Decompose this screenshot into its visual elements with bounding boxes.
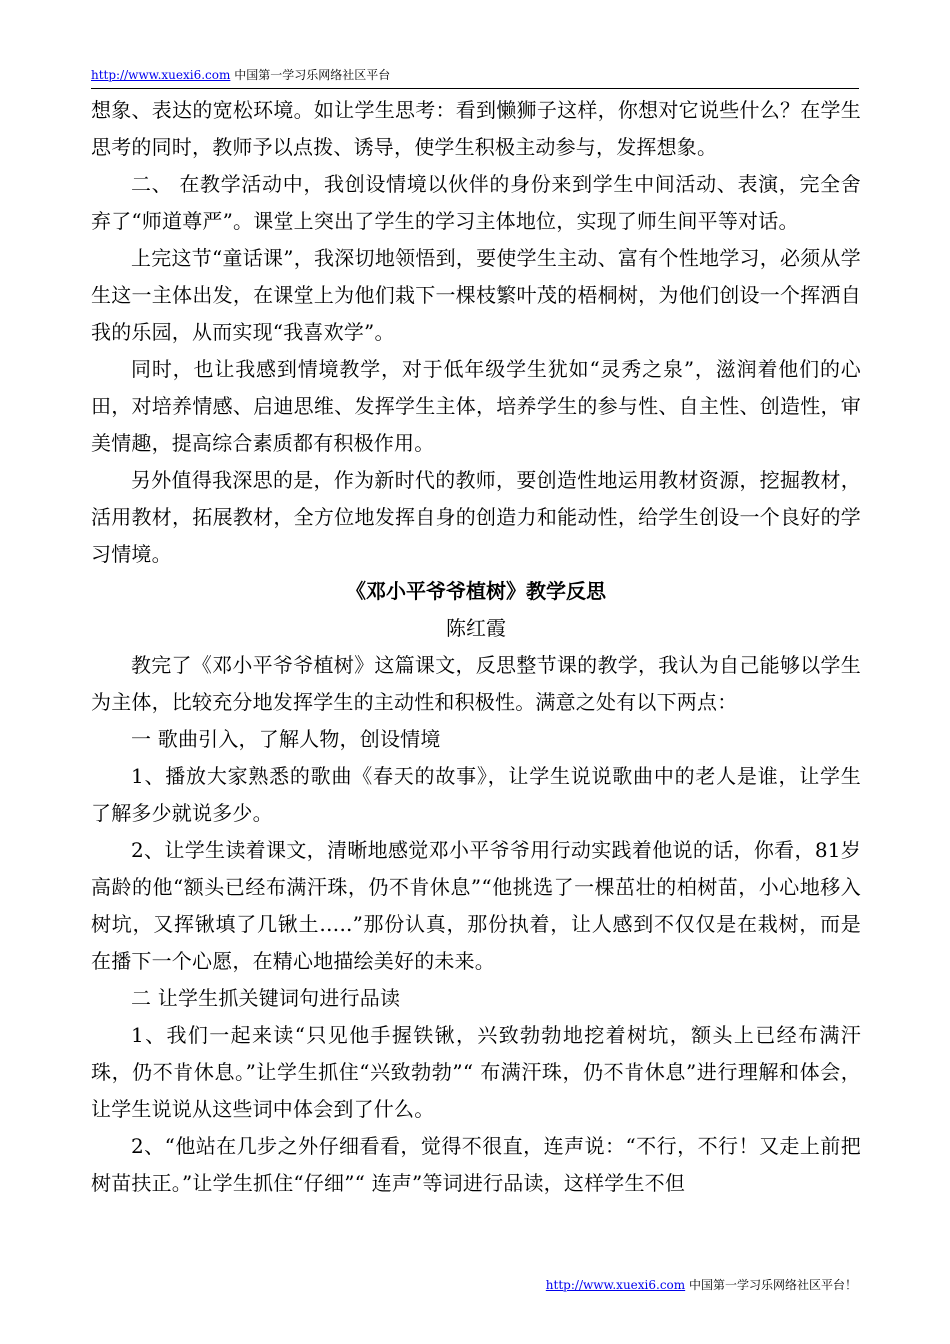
paragraph-4: 同时，也让我感到情境教学，对于低年级学生犹如“灵秀之泉”，滋润着他们的心田，对培养情感、启迪思维、发挥学生主体，培养学生的参与性、自主性、创造性，审美情趣，提高综合素质都有积极作用。: [91, 357, 861, 455]
document-body: [91, 92, 861, 1202]
page-header: [91, 68, 859, 89]
paragraph-3: 上完这节“童话课”，我深切地领悟到，要使学生主动、富有个性地学习，必须从学生这一主体出发，在课堂上为他们栽下一棵枝繁叶茂的梧桐树，为他们创设一个挥洒自我的乐园，从而实现“我喜欢学”。: [91, 246, 861, 344]
paragraph-11: 1、我们一起来读“只见他手握铁锹，兴致勃勃地挖着树坑，额头上已经布满汗珠，仍不肯休息。”让学生抓住“兴致勃勃”“ 布满汗珠，仍不肯休息”进行理解和体会，让学生说说从这些词中体会到了什么。: [91, 1023, 861, 1121]
article-title: 《邓小平爷爷植树》教学反思: [346, 579, 606, 603]
paragraph-9: 2、让学生读着课文，清晰地感觉邓小平爷爷用行动实践着他说的话，你看，81岁高龄的他“额头已经布满汗珠，仍不肯休息”“他挑选了一棵茁壮的柏树苗，小心地移入树坑，又挥锹填了几锹土…..”那份认真，那份执着，让人感到不仅仅是在栽树，而是在播下一个心愿，在精心地描绘美好的未来。: [91, 838, 861, 973]
section-heading-2: 二 让学生抓关键词句进行品读: [131, 986, 401, 1010]
footer-link[interactable]: http://www.xuexi6.com: [545, 1278, 686, 1292]
paragraph-5: 另外值得我深思的是，作为新时代的教师，要创造性地运用教材资源，挖掘教材，活用教材，拓展教材，全方位地发挥自身的创造力和能动性，给学生创设一个良好的学习情境。: [91, 468, 861, 566]
header-text: 中国第一学习乐网络社区平台: [230, 68, 391, 82]
paragraph-2: 二、 在教学活动中，我创设情境以伙伴的身份来到学生中间活动、表演，完全舍弃了“师道尊严”。课堂上突出了学生的学习主体地位，实现了师生间平等对话。: [91, 172, 861, 233]
page-footer: [546, 1278, 857, 1292]
paragraph-1: 想象、表达的宽松环境。如让学生思考：看到懒狮子这样，你想对它说些什么？在学生思考的同时，教师予以点拨、诱导，使学生积极主动参与，发挥想象。: [91, 98, 861, 159]
article-author: 陈红霞: [446, 616, 506, 640]
paragraph-12: 2、“他站在几步之外仔细看看，觉得不很直，连声说：“不行，不行！又走上前把树苗扶正。”让学生抓住“仔细”“ 连声”等词进行品读，这样学生不但: [91, 1134, 861, 1195]
header-link[interactable]: http://www.xuexi6.com: [91, 68, 231, 82]
paragraph-6: 教完了《邓小平爷爷植树》这篇课文，反思整节课的教学，我认为自己能够以学生为主体，比较充分地发挥学生的主动性和积极性。满意之处有以下两点：: [91, 653, 861, 714]
section-heading-1: 一 歌曲引入，了解人物，创设情境: [131, 727, 441, 751]
paragraph-8: 1、播放大家熟悉的歌曲《春天的故事》，让学生说说歌曲中的老人是谁，让学生了解多少就说多少。: [91, 764, 861, 825]
footer-text: 中国第一学习乐网络社区平台！: [685, 1278, 857, 1292]
